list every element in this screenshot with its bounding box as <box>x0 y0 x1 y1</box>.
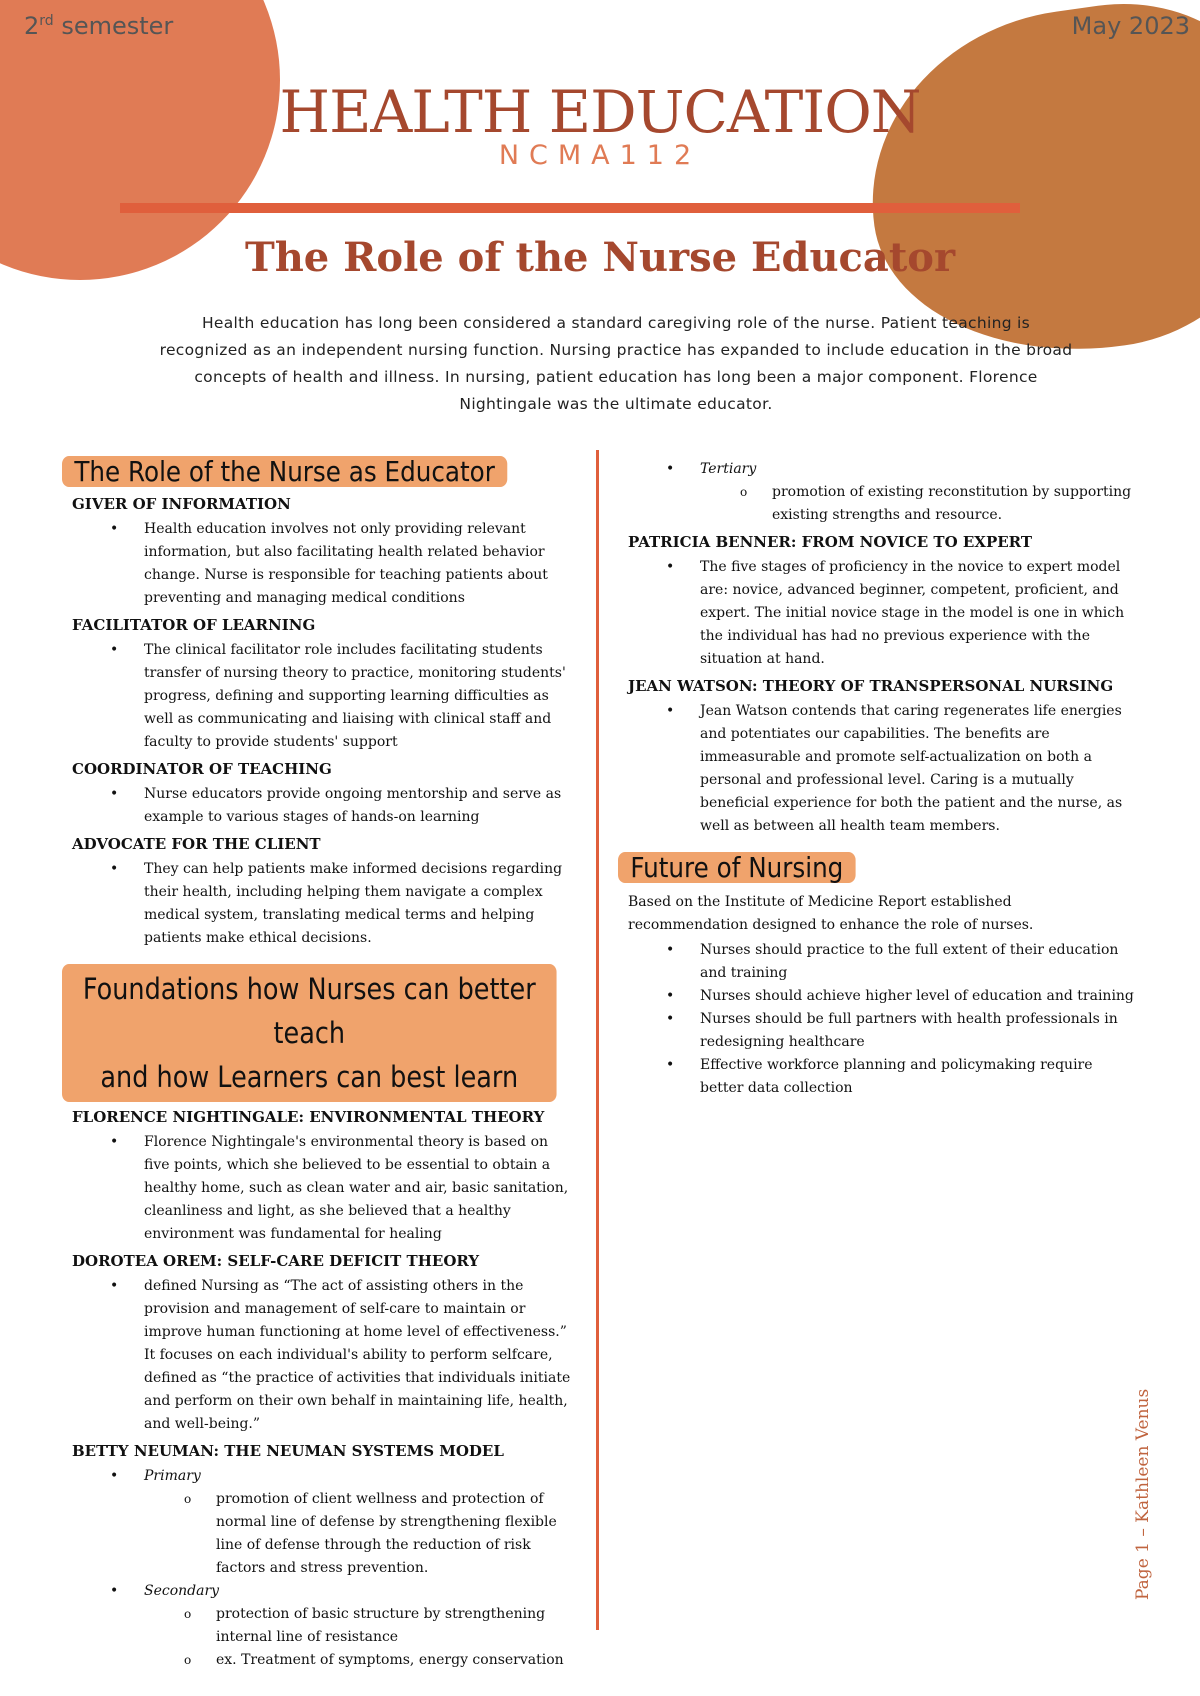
section-heading-role: The Role of the Nurse as Educator <box>62 456 507 487</box>
subheading-watson: JEAN WATSON: THEORY OF TRANSPERSONAL NURSING <box>628 677 1114 695</box>
list-item: • Nurse educators provide ongoing mentorship and serve as example to various stages of hands-on learning <box>72 783 577 829</box>
subheading-facilitator: FACILITATOR OF LEARNING <box>72 616 316 634</box>
list-item: • Jean Watson contends that caring regenerates life energies and potentiates our capabilities. The benefits are immeasurable and promote self-actualization on both a personal and professional level. Caring is a mutually beneficial experience for both the patient and the nurse, as well as between all health team members. <box>628 700 1134 838</box>
list-item-secondary: • Secondary <box>72 1580 577 1603</box>
sub-list-item: o protection of basic structure by strengthening internal line of resistance <box>72 1603 577 1649</box>
list-item-primary: • Primary <box>72 1465 577 1488</box>
list-item: • They can help patients make informed decisions regarding their health, including helping them navigate a complex medical system, translating medical terms and helping patients make ethical decisions. <box>72 858 577 950</box>
sub-list-item: o promotion of existing reconstitution by supporting existing strengths and resource. <box>628 481 1134 527</box>
list-item: • Nurses should practice to the full extent of their education and training <box>628 939 1134 985</box>
semester-label: 2rd semester <box>24 12 174 40</box>
left-column <box>72 456 577 1672</box>
sub-list-item: o ex. Treatment of symptoms, energy conservation <box>72 1649 577 1672</box>
list-item: • Health education involves not only providing relevant information, but also facilitating health related behavior change. Nurse is responsible for teaching patients about preventing and managing medical conditions <box>72 518 577 610</box>
course-code: NCMA112 <box>498 140 702 171</box>
subheading-giver: GIVER OF INFORMATION <box>72 495 291 513</box>
list-item: • Florence Nightingale's environmental theory is based on five points, which she believed to be essential to obtain a healthy home, such as clean water and air, basic sanitation, cleanliness and light, as she believed that a healthy environment was fundamental for healing <box>72 1131 577 1246</box>
intro-paragraph: Health education has long been considered a standard caregiving role of the nurse. Patient teaching is recognized as an independent nursing function. Nursing practice has expanded to include education in the broad concepts of health and illness. In nursing, patient education has long been a major component. Florence Nightingale was the ultimate educator. <box>159 314 1073 413</box>
page-subtitle: The Role of the Nurse Educator <box>244 234 956 281</box>
header-divider <box>120 203 1020 213</box>
section-heading-future: Future of Nursing <box>618 852 856 883</box>
date-label: May 2023 <box>1071 12 1190 40</box>
list-item: • The clinical facilitator role includes facilitating students transfer of nursing theory to practice, monitoring students' progress, defining and supporting learning difficulties as well as communicating and liaising with clinical staff and faculty to provide students' support <box>72 639 577 754</box>
subheading-advocate: ADVOCATE FOR THE CLIENT <box>72 835 321 853</box>
subheading-coordinator: COORDINATOR OF TEACHING <box>72 760 332 778</box>
list-item: • The five stages of proficiency in the novice to expert model are: novice, advanced beginner, competent, proficient, and expert. The initial novice stage in the model is one in which the individual has had no previous experience with the situation at hand. <box>628 556 1134 671</box>
list-item: • Effective workforce planning and policymaking require better data collection <box>628 1054 1134 1100</box>
page-title: HEALTH EDUCATION <box>279 78 921 146</box>
subheading-nightingale: FLORENCE NIGHTINGALE: ENVIRONMENTAL THEORY <box>72 1108 545 1126</box>
future-intro: Based on the Institute of Medicine Report established recommendation designed to enhance the role of nurses. <box>628 894 1034 933</box>
right-column <box>628 458 1134 1100</box>
foundations-line-2: and how Learners can best learn <box>100 1060 519 1094</box>
column-divider <box>596 450 599 1630</box>
sub-list-item: o promotion of client wellness and protection of normal line of defense by strengthening flexible line of defense through the reduction of risk factors and stress prevention. <box>72 1488 577 1580</box>
subheading-neuman: BETTY NEUMAN: THE NEUMAN SYSTEMS MODEL <box>72 1442 504 1460</box>
section-heading-foundations <box>62 964 557 1102</box>
list-item-tertiary: • Tertiary <box>628 458 1134 481</box>
subheading-orem: DOROTEA OREM: SELF-CARE DEFICIT THEORY <box>72 1252 480 1270</box>
list-item: • defined Nursing as “The act of assisting others in the provision and management of self-care to maintain or improve human functioning at home level of effectiveness.” It focuses on each individual's ability to perform selfcare, defined as “the practice of activities that individuals initiate and perform on their own behalf in maintaining life, health, and well-being.” <box>72 1275 577 1436</box>
page-footer: Page 1 – Kathleen Venus <box>1133 1388 1153 1600</box>
subheading-benner: PATRICIA BENNER: FROM NOVICE TO EXPERT <box>628 533 1033 551</box>
foundations-line-1: Foundations how Nurses can better teach <box>82 972 536 1050</box>
list-item: • Nurses should achieve higher level of education and training <box>628 985 1134 1008</box>
list-item: • Nurses should be full partners with health professionals in redesigning healthcare <box>628 1008 1134 1054</box>
